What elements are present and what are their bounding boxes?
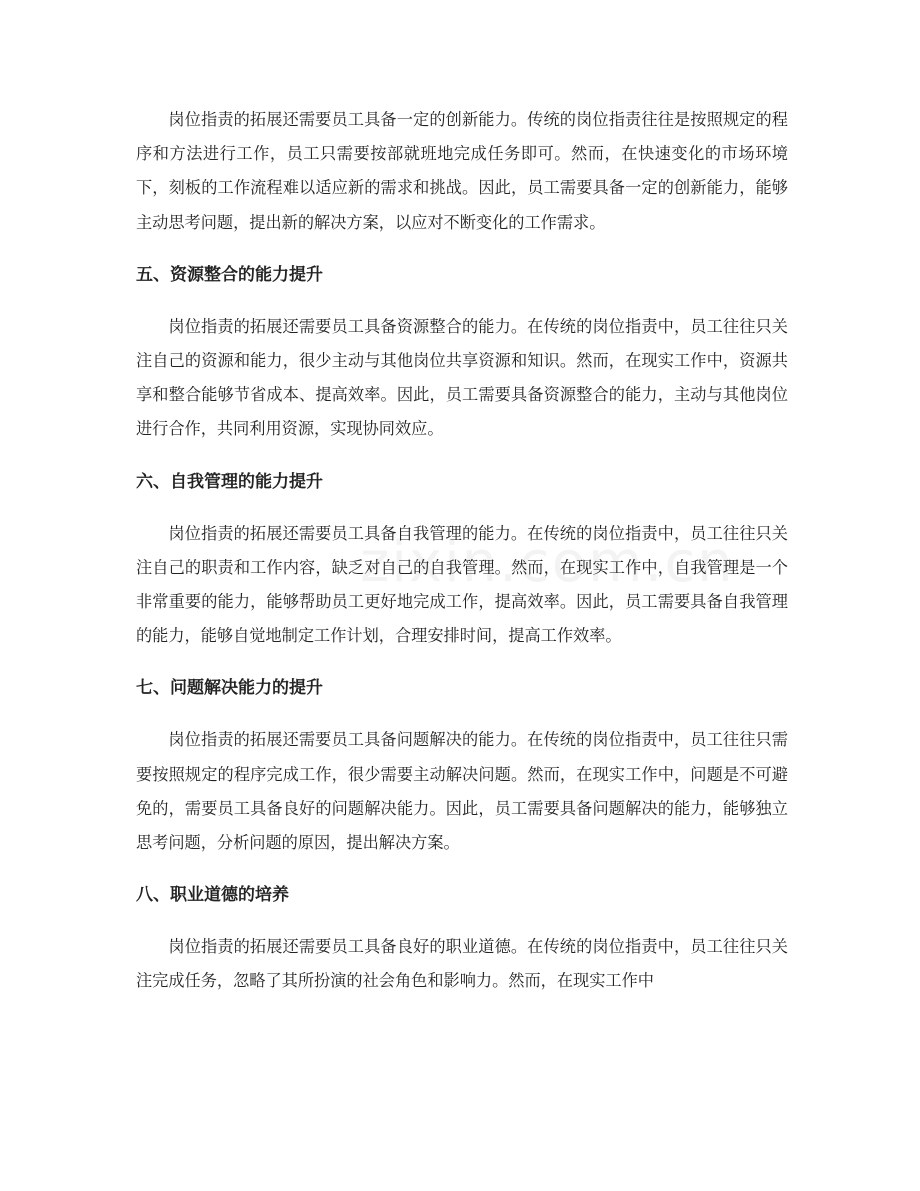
paragraph-self-management: 岗位指责的拓展还需要员工具备自我管理的能力。在传统的岗位指责中，员工往往只关注自己的职责和工作内容，缺乏对自己的自我管理。然而，在现实工作中，自我管理是一个非常重要的能力，能够帮助员工更好地完成工作，提高效率。因此，员工需要具备自我管理的能力，能够自觉地制定工作计划，合理安排时间，提高工作效率。 xyxy=(136,523,788,646)
heading-problem-solving: 七、问题解决能力的提升 xyxy=(136,678,323,699)
paragraph-innovation: 岗位指责的拓展还需要员工具备一定的创新能力。传统的岗位指责往往是按照规定的程序和方法进行工作，员工只需要按部就班地完成任务即可。然而，在快速变化的市场环境下，刻板的工作流程难以适应新的需求和挑战。因此，员工需要具备一定的创新能力，能够主动思考问题，提出新的解决方案，以应对不断变化的工作需求。 xyxy=(136,110,788,232)
heading-resource-integration: 五、资源整合的能力提升 xyxy=(136,264,323,285)
paragraph-problem-solving: 岗位指责的拓展还需要员工具备问题解决的能力。在传统的岗位指责中，员工往往只需要按照规定的程序完成工作，很少需要主动解决问题。然而，在现实工作中，问题是不可避免的，需要员工具备良好的问题解决能力。因此，员工需要具备问题解决的能力，能够独立思考问题，分析问题的原因，提出解决方案。 xyxy=(136,730,788,853)
heading-self-management: 六、自我管理的能力提升 xyxy=(136,471,323,492)
paragraph-professional-ethics: 岗位指责的拓展还需要员工具备良好的职业道德。在传统的岗位指责中，员工往往只关注完成任务，忽略了其所扮演的社会角色和影响力。然而，在现实工作中 xyxy=(136,937,788,991)
heading-professional-ethics: 八、职业道德的培养 xyxy=(136,885,289,906)
paragraph-resource-integration: 岗位指责的拓展还需要员工具备资源整合的能力。在传统的岗位指责中，员工往往只关注自己的资源和能力，很少主动与其他岗位共享资源和知识。然而，在现实工作中，资源共享和整合能够节省成本、提高效率。因此，员工需要具备资源整合的能力，主动与其他岗位进行合作，共同利用资源，实现协同效应。 xyxy=(136,316,788,439)
